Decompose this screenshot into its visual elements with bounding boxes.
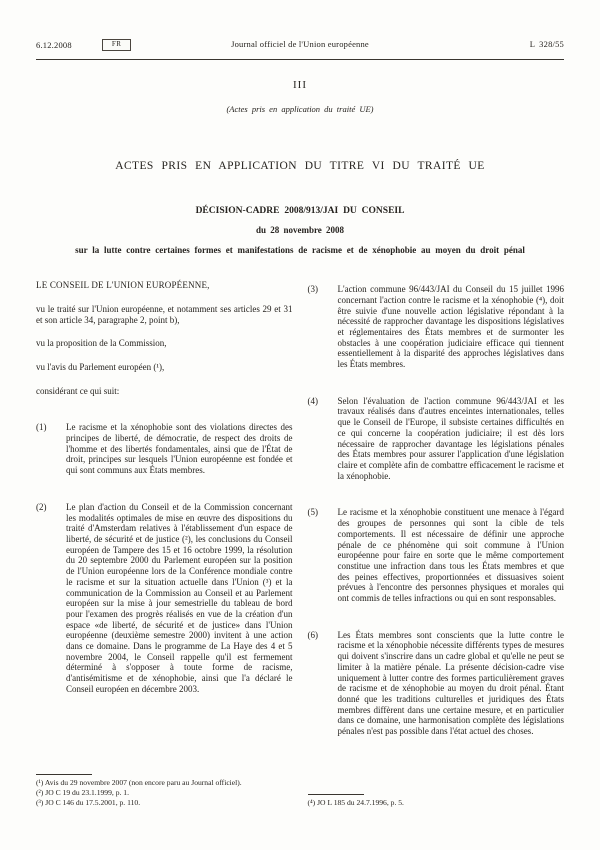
left-footnotes [36,774,293,807]
page-header [36,38,564,54]
footnote-2: (²) JO C 19 du 23.1.1999, p. 1. [36,787,129,797]
language-badge: FR [102,39,132,51]
footnote-divider [36,774,92,775]
footnote-1: (¹) Avis du 29 novembre 2007 (non encore paru au Journal officiel). [36,778,242,788]
footnote-divider [308,794,364,795]
header-divider [36,59,564,60]
footnote-4: (⁴) JO L 185 du 24.7.1996, p. 5. [307,797,404,807]
preamble-council: LE CONSEIL DE L'UNION EUROPÉENNE, [36,280,210,291]
preamble-proposal: vu la proposition de la Commission, [36,338,167,349]
section-numeral: III [293,79,307,91]
header-left-group [36,39,131,51]
recital-3 [308,284,565,370]
act-title: DÉCISION-CADRE 2008/913/JAI DU CONSEIL [195,206,405,216]
right-footnotes [308,794,565,808]
recital-text: Le racisme et la xénophobie sont des violations directes des principes de liberté, de démocratie, de respect des droits de l'homme et des libertés fondamentales, ainsi que de l'État de droit, principes sur lesquels l'Union européenne est fondée et qui sont communs aux États membres. [66,422,293,476]
journal-title: Journal officiel de l'Union européenne [231,39,369,49]
recital-number: (4) [307,395,318,406]
recital-number: (1) [36,422,47,433]
recital-5 [308,507,565,603]
header-date: 6.12.2008 [36,40,72,50]
recital-text: Les États membres sont conscients que la lutte contre le racisme et la xénophobie nécessite différents types de mesures qui doivent s'inscrire dans un cadre global et qu'elle ne peut se limiter à la matière pénale. La présente décision-cadre vise uniquement à lutter contre des formes particulièrement graves de racisme et de xénophobie au moyen du droit pénal. Étant donné que les traditions culturelles et juridiques des États membres diffèrent dans une certaine mesure, et en particulier dans ce domaine, une harmonisation complète des législations pénales n'est pas possible dans l'état actuel des choses. [337,629,564,737]
right-column [308,280,565,807]
recital-4 [308,396,565,482]
main-heading: ACTES PRIS EN APPLICATION DU TITRE VI DU TRAITÉ UE [115,160,485,172]
body-columns [36,280,564,807]
recital-number: (2) [36,501,47,512]
act-date: du 28 novembre 2008 [255,225,345,235]
recital-2 [36,502,293,695]
recital-1 [36,422,293,476]
footnote-3: (³) JO C 146 du 17.5.2001, p. 110. [36,797,141,807]
recital-text: Selon l'évaluation de l'action commune 96/443/JAI et les travaux réalisés dans d'autres enceintes internationales, telles que le Conseil de l'Europe, il subsiste certaines difficultés en ce qui concerne la coopération judiciaire; il est dès lors nécessaire de rapprocher davantage les législations pénales des États membres pour assurer l'application d'une législation claire et complète afin de combattre efficacement le racisme et la xénophobie. [337,395,564,481]
page-reference: L 328/55 [529,39,564,49]
left-column [36,280,293,807]
preamble-considering: considérant ce qui suit: [36,385,120,396]
section-note: (Actes pris en application du traité UE) [226,104,374,114]
recital-number: (5) [307,507,318,518]
recital-text: L'action commune 96/443/JAI du Conseil du 15 juillet 1996 concernant l'action contre le racisme et la xénophobie (⁴), doit être suivie d'une nouvelle action législative répondant à la nécessité de rapprocher davantage les dispositions législatives et réglementaires des États membres et de surmonter les obstacles à une coopération judiciaire efficace qui tiennent essentiellement à la disparité des approches législatives dans les États membres. [337,284,564,370]
recital-number: (3) [307,284,318,295]
recital-text: Le plan d'action du Conseil et de la Commission concernant les modalités optimales de mise en œuvre des dispositions du traité d'Amsterdam relatives à l'établissement d'un espace de liberté, de sécurité et de justice (²), les conclusions du Conseil européen de Tampere des 15 et 16 octobre 1999, la résolution du 20 septembre 2000 du Parlement européen sur la position de l'Union européenne lors de la Conférence mondiale contre le racisme et sur la situation actuelle dans l'Union (³) et la communication de la Commission au Conseil et au Parlement européen sur la mise à jour semestrielle du tableau de bord pour l'examen des progrès réalisés en vue de la création d'un espace «de liberté, de sécurité et de justice» dans l'Union européenne (deuxième semestre 2000) invitent à une action dans ce domaine. Dans le programme de La Haye des 4 et 5 novembre 2004, le Conseil rappelle qu'il est fermement déterminé à s'opposer à toute forme de racisme, d'antisémitisme et de xénophobie, ainsi que l'a déclaré le Conseil européen en décembre 2003. [66,501,293,694]
recital-text: Le racisme et la xénophobie constituent une menace à l'égard des groupes de personnes qui sont la cible de tels comportements. Il est nécessaire de définir une approche pénale de ce phénomène qui soit commune à l'Union européenne pour faire en sorte que le même comportement constitue une infraction dans tous les États membres et que des peines effectives, proportionnées et dissuasives soient prévues à l'encontre des personnes physiques et morales qui ont commis de telles infractions ou qui en sont responsables. [337,507,564,604]
preamble-treaty: vu le traité sur l'Union européenne, et notamment ses articles 29 et 31 et son article 34, paragraphe 2, point b), [36,303,293,325]
recital-6 [308,630,565,737]
act-subject: sur la lutte contre certaines formes et manifestations de racisme et de xénophobie au moyen du droit pénal [75,245,525,255]
preamble-opinion: vu l'avis du Parlement européen (¹), [36,361,165,372]
recital-number: (6) [307,629,318,640]
